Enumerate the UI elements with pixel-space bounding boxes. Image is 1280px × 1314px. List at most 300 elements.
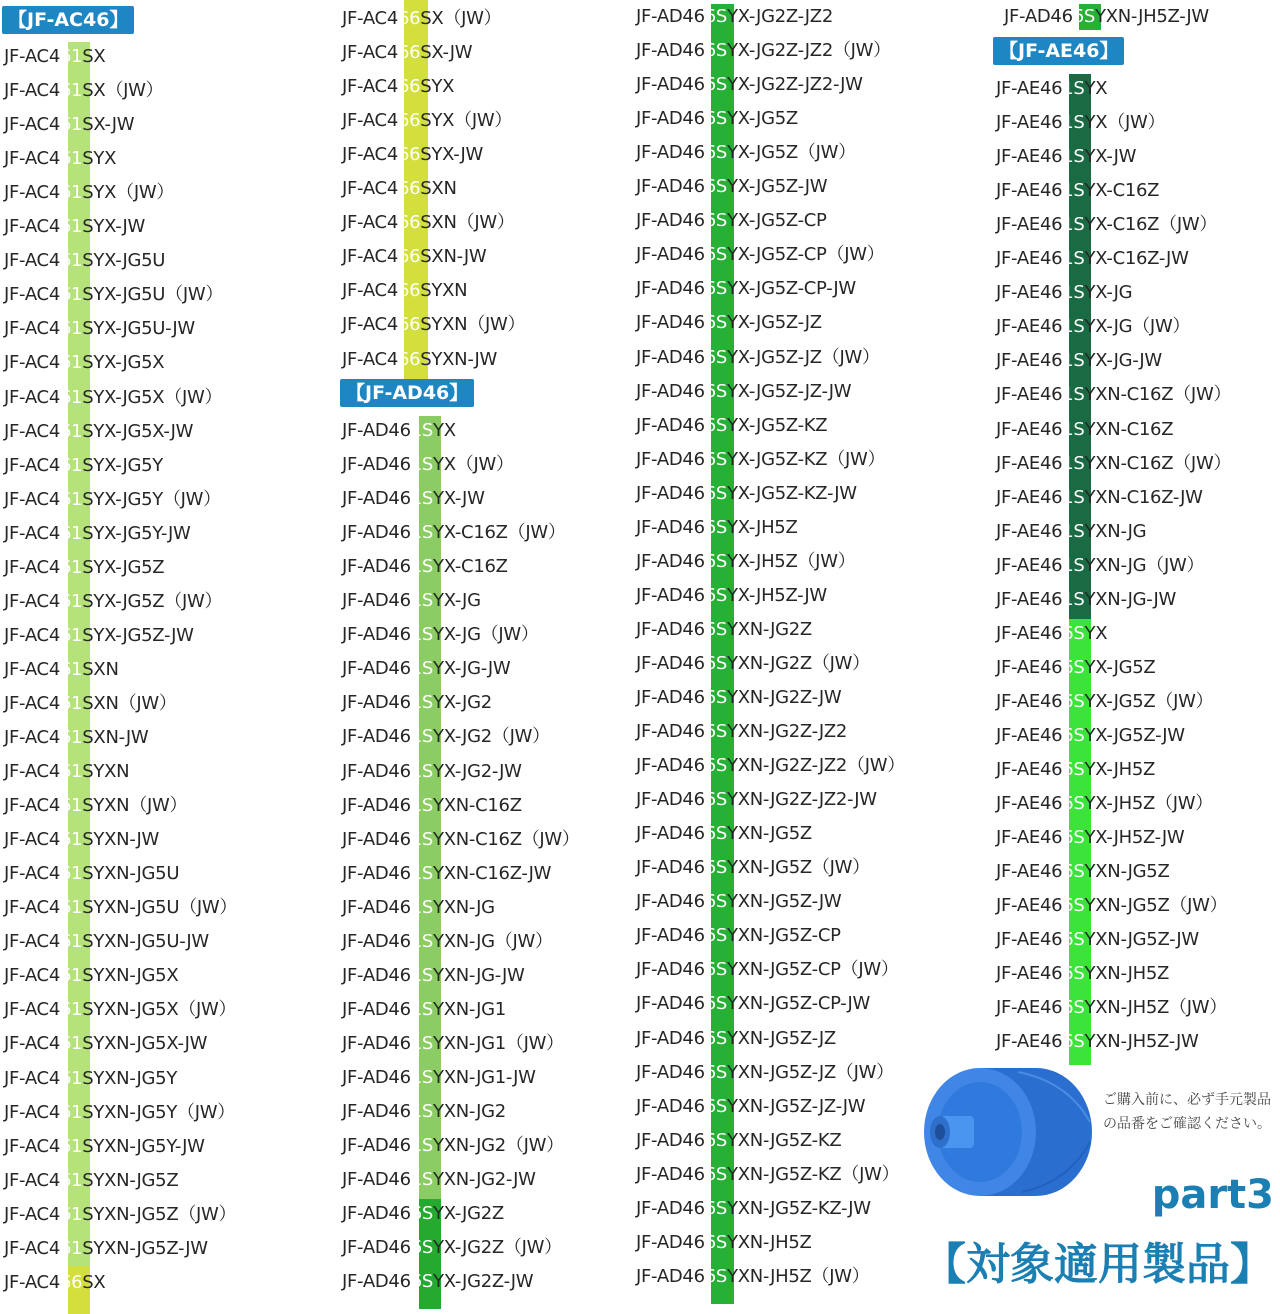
model-text: JF-AE46 — [996, 690, 1063, 712]
model-text: JF-AE46 — [996, 759, 1063, 780]
model-text: JF-AD46 — [636, 687, 705, 708]
model-number — [4, 789, 187, 823]
highlighted-digits: 61 — [59, 1169, 83, 1191]
model-text: JF-AE46 — [996, 452, 1063, 474]
model-text: JF-AC4 — [342, 144, 398, 166]
model-text: JF-AE46 — [996, 384, 1063, 406]
model-number — [636, 885, 841, 919]
model-number — [342, 70, 454, 104]
model-text: JF-AD46 — [636, 516, 705, 538]
model-number — [4, 40, 105, 74]
highlighted-digits: 6S — [704, 823, 728, 845]
highlighted-digits: 1S — [410, 1032, 434, 1054]
highlighted-digits: 61 — [59, 727, 83, 748]
model-number — [4, 585, 222, 619]
highlighted-digits: 61 — [59, 658, 83, 680]
model-number — [342, 584, 481, 618]
model-text: YX-JG5Z-CP（JW） — [727, 244, 885, 266]
model-text: JF-AC4 — [4, 1067, 60, 1089]
model-text: YX-C16Z（JW） — [1084, 214, 1218, 236]
highlighted-digits: 1S — [410, 862, 434, 884]
model-text: YXN-JG5Z-JW — [1084, 929, 1199, 951]
model-number — [636, 238, 885, 272]
model-text: YXN-JG2Z（JW） — [727, 652, 870, 674]
highlighted-digits: 1S — [410, 454, 434, 476]
model-text: JF-AD46 — [342, 624, 411, 646]
highlighted-digits: 6S — [704, 312, 728, 334]
highlighted-digits: 61 — [59, 863, 83, 885]
highlighted-digits: 66 — [397, 212, 421, 234]
model-text: YXN-JG5Z-KZ（JW） — [727, 1163, 900, 1185]
model-text: SYX-JG5Z（JW） — [82, 590, 223, 612]
model-text: JF-AD46 — [342, 658, 411, 680]
model-number — [4, 346, 164, 380]
model-text: YX-JG5Z-KZ-JW — [727, 482, 857, 504]
model-text: SYX-JG5U — [82, 250, 166, 272]
model-text: SYXN-JG5Z（JW） — [82, 1203, 237, 1225]
model-number — [4, 278, 223, 312]
model-text: JF-AE46 — [996, 78, 1063, 99]
model-text: JF-AD46 — [342, 692, 411, 714]
highlighted-digits: 1S — [1062, 486, 1085, 508]
model-number — [342, 308, 525, 342]
model-number — [636, 715, 847, 749]
model-number — [342, 993, 506, 1027]
highlighted-digits: 1S — [1062, 418, 1085, 440]
model-number — [636, 136, 856, 170]
model-text: YX-JG5Z — [1084, 656, 1156, 678]
model-text: YX-JG5Z-JZ-JW — [727, 380, 852, 402]
model-text: YX-JG5Z-KZ — [727, 414, 828, 436]
model-text: YXN-JG5Z（JW） — [727, 857, 870, 879]
highlighted-digits: 6S — [704, 618, 728, 640]
model-number — [342, 755, 522, 789]
highlighted-digits: 6S — [704, 687, 728, 708]
highlighted-digits: 6S — [704, 959, 728, 981]
model-text: YXN-JG（JW） — [433, 930, 553, 952]
model-text: SYX-JG5Z-JW — [82, 624, 194, 646]
model-number — [996, 719, 1185, 753]
model-text: JF-AC4 — [4, 420, 60, 442]
model-text: JF-AD46 — [636, 74, 705, 96]
model-text: YX-JG2Z-JZ2-JW — [727, 74, 863, 96]
model-number — [342, 343, 497, 377]
model-text: JF-AC4 — [4, 148, 60, 170]
highlighted-digits: 61 — [59, 1067, 83, 1089]
model-text: JF-AE46 — [996, 724, 1063, 746]
highlighted-digits: 1S — [410, 624, 434, 646]
model-text: JF-AC4 — [4, 692, 60, 714]
model-text: YXN-JG5Z-JZ-JW — [727, 1095, 866, 1117]
model-number — [996, 617, 1107, 651]
model-text: JF-AD46 — [636, 721, 705, 743]
model-text: JF-AC4 — [4, 386, 60, 408]
highlighted-digits: 1S — [410, 590, 434, 612]
highlighted-digits: 61 — [59, 624, 83, 646]
model-text: JF-AE46 — [996, 622, 1063, 644]
model-number — [4, 619, 194, 653]
highlighted-digits: 61 — [59, 795, 83, 817]
model-text: YXN-JG — [1084, 520, 1147, 542]
model-text: JF-AD46 — [1004, 6, 1073, 27]
model-text: SYX-JG5U-JW — [82, 318, 195, 340]
model-text: SX（JW） — [420, 8, 502, 29]
model-text: JF-AE46 — [996, 486, 1063, 508]
model-text: YXN-JG2Z-JZ2（JW） — [727, 755, 905, 777]
model-number — [342, 686, 492, 720]
highlighted-digits: 66 — [397, 8, 421, 29]
model-number — [342, 823, 580, 857]
highlighted-digits: 1S — [410, 760, 434, 782]
model-text: YX-JG2（JW） — [433, 726, 550, 748]
highlighted-digits: 66 — [397, 110, 421, 132]
model-number — [636, 306, 822, 340]
model-number — [636, 1090, 865, 1124]
model-text: SXN — [420, 178, 457, 200]
model-text: YXN-JG-JW — [433, 964, 525, 986]
model-number — [636, 68, 863, 102]
model-text: JF-AC4 — [4, 556, 60, 578]
model-text: YXN-JG1-JW — [433, 1066, 536, 1088]
model-text: JF-AC4 — [4, 761, 60, 783]
highlighted-digits: 61 — [59, 216, 83, 238]
model-text: YX-JH5Z-JW — [1084, 827, 1185, 849]
model-number — [4, 1027, 207, 1061]
model-text: YXN-C16Z（JW） — [1084, 384, 1232, 406]
highlighted-digits: 61 — [59, 284, 83, 306]
highlighted-digits: 1S — [410, 1169, 434, 1191]
model-text: JF-AE46 — [996, 418, 1063, 440]
model-text: JF-AD46 — [636, 210, 705, 232]
model-number — [636, 851, 870, 885]
model-text: JF-AE46 — [996, 282, 1063, 304]
model-text: JF-AD46 — [636, 346, 705, 368]
model-text: SYX-JG5X-JW — [82, 420, 194, 442]
model-text: YXN-JG5Z-JZ（JW） — [727, 1061, 894, 1083]
model-text: YXN-JG2Z — [727, 618, 812, 640]
model-number — [636, 817, 812, 851]
model-number — [996, 957, 1169, 991]
model-text: SXN（JW） — [420, 212, 515, 234]
model-number — [996, 447, 1231, 481]
model-number — [4, 721, 148, 755]
highlighted-digits: 6S — [704, 1061, 728, 1083]
highlighted-digits: 61 — [59, 522, 83, 544]
model-text: JF-AD46 — [342, 1135, 411, 1157]
model-number — [636, 613, 812, 647]
model-text: JF-AE46 — [996, 316, 1063, 338]
model-text: JF-AC4 — [4, 965, 60, 987]
model-text: SYX-JG5X — [82, 352, 165, 374]
highlighted-digits: 61 — [59, 999, 83, 1021]
highlighted-digits: 6S — [704, 74, 728, 96]
model-text: YXN-JG-JW — [1084, 588, 1176, 610]
highlighted-digits: 66 — [397, 42, 421, 64]
model-text: JF-AD46 — [342, 522, 411, 544]
model-number — [996, 753, 1155, 787]
highlighted-digits: 1S — [410, 1101, 434, 1122]
model-text: JF-AD46 — [342, 964, 411, 986]
model-text: YX-JG-JW — [433, 658, 511, 680]
highlighted-digits: 1S — [410, 488, 434, 510]
highlighted-digits: 6S — [704, 346, 728, 368]
highlighted-digits: 6S — [1062, 793, 1085, 815]
model-text: YXN-JG5Z-KZ-JW — [727, 1197, 871, 1219]
model-number — [996, 344, 1162, 378]
model-text: SYX-JW — [420, 144, 483, 166]
highlighted-digits: 1S — [410, 522, 434, 544]
model-number — [342, 618, 539, 652]
highlighted-digits: 6S — [704, 993, 728, 1015]
model-text: JF-AC4 — [342, 42, 398, 64]
highlighted-digits: 1S — [410, 794, 434, 816]
model-number — [996, 208, 1217, 242]
model-number — [4, 823, 159, 857]
model-text: SYXN-JG5Y-JW — [82, 1135, 205, 1157]
highlighted-digits: 61 — [59, 352, 83, 374]
model-text: YXN-C16Z — [433, 794, 522, 816]
highlighted-digits: 1S — [1062, 554, 1085, 576]
model-number — [996, 583, 1176, 617]
highlighted-digits: 1S — [1062, 248, 1085, 270]
model-number — [636, 1056, 894, 1090]
model-number — [4, 1198, 236, 1232]
model-number — [342, 1027, 564, 1061]
model-text: JF-AD46 — [636, 618, 705, 640]
highlighted-digits: 61 — [59, 1101, 83, 1123]
model-text: YXN-JH5Z — [727, 1231, 812, 1253]
highlighted-digits: 6S — [1062, 861, 1085, 883]
highlighted-digits: 1S — [410, 556, 434, 578]
model-number — [4, 755, 129, 789]
model-number — [996, 651, 1155, 685]
model-text: JF-AD46 — [636, 1027, 705, 1049]
model-number — [4, 993, 236, 1027]
model-number — [996, 413, 1173, 447]
highlighted-digits: 66 — [397, 348, 421, 370]
model-text: JF-AD46 — [636, 823, 705, 845]
model-text: SXN — [82, 658, 119, 680]
model-text: JF-AC4 — [4, 488, 60, 510]
model-text: SXN（JW） — [82, 692, 177, 714]
model-text: SYXN-JG5U — [82, 863, 180, 885]
highlighted-digits: 6S — [704, 516, 728, 538]
model-text: YXN-JG5Z-CP — [727, 925, 841, 947]
model-text: YXN-C16Z（JW） — [433, 828, 580, 850]
model-text: JF-AD46 — [636, 414, 705, 436]
model-number — [636, 409, 827, 443]
model-text: JF-AE46 — [996, 1031, 1063, 1053]
model-text: JF-AD46 — [636, 482, 705, 504]
highlighted-digits: 6S — [1062, 895, 1085, 917]
model-text: YXN-JG5Z（JW） — [1084, 895, 1228, 917]
model-number — [996, 1025, 1198, 1059]
model-text: SYX — [82, 148, 117, 170]
highlighted-digits: 6S — [704, 482, 728, 504]
model-number — [4, 1232, 208, 1266]
model-text: SX-JW — [82, 114, 135, 136]
model-text: SYXN-JG5X-JW — [82, 1033, 208, 1055]
highlighted-digits: 6S — [1062, 690, 1085, 712]
highlighted-digits: 61 — [59, 454, 83, 476]
model-number — [636, 477, 857, 511]
highlighted-digits: 61 — [59, 931, 83, 953]
model-number — [342, 1095, 506, 1129]
model-text: JF-AD46 — [342, 590, 411, 612]
highlighted-digits: 6S — [704, 278, 728, 300]
model-text: YXN-JG2 — [433, 1101, 506, 1122]
highlighted-digits: 6S — [704, 789, 728, 811]
model-text: JF-AC4 — [4, 1237, 60, 1259]
model-number — [4, 483, 221, 517]
series-header: 【JF-AC46】 — [2, 6, 134, 34]
model-number — [996, 821, 1184, 855]
model-text: SYXN-JG5X — [82, 965, 179, 987]
model-number — [636, 204, 827, 238]
model-text: JF-AD46 — [636, 1061, 705, 1083]
model-number — [4, 142, 116, 176]
model-number — [342, 857, 551, 891]
model-text: SYXN-JG5Y（JW） — [82, 1101, 235, 1123]
model-text: JF-AD46 — [636, 448, 705, 470]
highlighted-digits: 61 — [59, 182, 83, 204]
model-text: JF-AD46 — [636, 1231, 705, 1253]
model-text: JF-AD46 — [636, 993, 705, 1015]
model-text: YXN-C16Z — [1084, 418, 1174, 440]
model-text: JF-AC4 — [4, 863, 60, 885]
model-text: YXN-JG2Z-JZ2-JW — [727, 789, 877, 811]
model-number — [636, 272, 856, 306]
model-number — [636, 579, 827, 613]
model-text: JF-AC4 — [4, 352, 60, 374]
model-number — [636, 0, 833, 34]
model-number — [996, 140, 1136, 174]
model-number — [4, 381, 222, 415]
model-number — [342, 959, 524, 993]
model-text: JF-AC4 — [4, 658, 60, 680]
model-text: YX-JG — [433, 590, 481, 612]
highlighted-digits: 1S — [1062, 350, 1085, 372]
model-text: JF-AC4 — [342, 314, 398, 336]
model-number — [636, 1022, 836, 1056]
model-text: JF-AD46 — [342, 1032, 411, 1054]
model-text: SYX-JG5Y — [82, 454, 163, 476]
model-number — [4, 449, 163, 483]
highlighted-digits: 6S — [1062, 827, 1085, 849]
model-text: JF-AC4 — [4, 454, 60, 476]
model-text: JF-AE46 — [996, 656, 1063, 678]
model-text: YX-JG2Z-JZ2（JW） — [727, 40, 891, 62]
model-number — [636, 443, 885, 477]
model-text: JF-AE46 — [996, 963, 1063, 985]
model-number — [4, 857, 179, 891]
model-number — [996, 378, 1231, 412]
model-text: YXN-JG（JW） — [1084, 554, 1205, 576]
model-number — [4, 687, 177, 721]
highlighted-digits: 61 — [59, 386, 83, 408]
highlighted-digits: 66 — [397, 246, 421, 268]
model-number — [342, 720, 550, 754]
model-text: JF-AD46 — [342, 930, 411, 952]
model-number — [636, 919, 841, 953]
model-number — [996, 106, 1165, 140]
highlighted-digits: 6S — [1062, 724, 1085, 746]
model-text: YX-JG2Z — [433, 1203, 504, 1225]
model-text: YXN-JG2Z-JZ2 — [727, 721, 848, 743]
model-number — [4, 108, 134, 142]
model-text: SYX — [420, 76, 455, 98]
model-text: JF-AD46 — [342, 1101, 411, 1122]
model-text: JF-AD46 — [636, 925, 705, 947]
model-text: YXN-JG1（JW） — [433, 1032, 564, 1054]
model-text: JF-AD46 — [342, 998, 411, 1020]
model-number — [996, 855, 1169, 889]
model-number — [996, 515, 1146, 549]
highlighted-digits: 1S — [1062, 214, 1085, 236]
highlighted-digits: 6S — [704, 1231, 728, 1253]
model-text: JF-AD46 — [636, 176, 705, 198]
model-text: YX-JG5Z（JW） — [1084, 690, 1214, 712]
model-text: JF-AE46 — [996, 588, 1063, 610]
model-text: YX-JH5Z — [727, 516, 798, 538]
model-text: YXN-C16Z-JW — [1084, 486, 1203, 508]
model-text: JF-AD46 — [636, 1163, 705, 1185]
model-text: JF-AE46 — [996, 997, 1063, 1019]
highlighted-digits: 1S — [410, 828, 434, 850]
highlighted-digits: 6S — [704, 1129, 728, 1151]
model-text: JF-AC4 — [4, 522, 60, 544]
model-text: YX-JG2Z（JW） — [433, 1237, 562, 1259]
model-text: YX-JG5Z（JW） — [727, 142, 856, 164]
highlighted-digits: 1S — [1062, 282, 1085, 304]
highlighted-digits: 6S — [704, 108, 728, 130]
model-text: JF-AE46 — [996, 146, 1063, 168]
model-number — [342, 925, 553, 959]
highlighted-digits: 66 — [397, 314, 421, 336]
model-text: SYXN — [82, 761, 130, 783]
model-text: JF-AE46 — [996, 827, 1063, 849]
highlighted-digits: 61 — [59, 590, 83, 612]
model-text: JF-AE46 — [996, 793, 1063, 815]
model-text: JF-AC4 — [342, 110, 398, 132]
highlighted-digits: 6S — [704, 448, 728, 470]
model-number — [4, 74, 163, 108]
model-number — [342, 206, 515, 240]
model-text: JF-AD46 — [342, 454, 411, 476]
model-text: YX-JG5Z-JW — [1084, 724, 1185, 746]
highlighted-digits: 6S — [1072, 6, 1096, 27]
highlighted-digits: 1S — [410, 896, 434, 918]
highlighted-digits: 61 — [59, 829, 83, 851]
highlighted-digits: 6S — [704, 1265, 728, 1287]
model-text: JF-AD46 — [342, 488, 411, 510]
model-text: YX-JG5Z-CP-JW — [727, 278, 856, 300]
model-number — [636, 34, 891, 68]
model-number — [4, 1062, 177, 1096]
highlighted-digits: 1S — [410, 1135, 434, 1157]
model-number — [636, 783, 877, 817]
model-text: SYXN-JW — [82, 829, 160, 851]
model-number — [636, 170, 827, 204]
highlighted-digits: 1S — [410, 930, 434, 952]
purchase-note: ご購入前に、必ず手元製品の品番をご確認ください。 — [1103, 1092, 1271, 1132]
model-text: SX — [82, 1271, 106, 1293]
highlighted-digits: 6S — [1062, 622, 1085, 644]
model-number — [342, 1197, 504, 1231]
model-text: JF-AD46 — [636, 584, 705, 606]
model-text: JF-AD46 — [342, 1169, 411, 1191]
model-number — [996, 310, 1190, 344]
